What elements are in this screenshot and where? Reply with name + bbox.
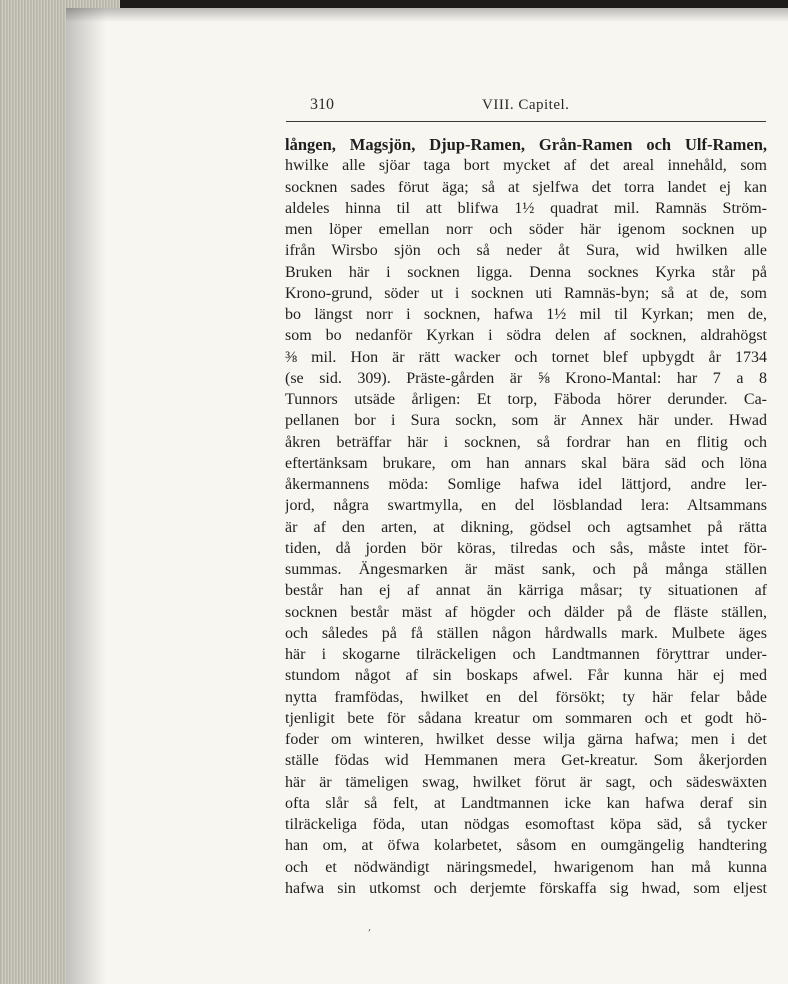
text-line: här i skogarne tilräckeligen och Landtmannen föryttrar under-	[285, 646, 767, 663]
text-line: är af den arten, at dikning, gödsel och agtsamhet på rätta	[285, 518, 767, 536]
text-line: men löper emellan norr och söder här igenom socknen up	[285, 221, 767, 238]
text-line: hafwa sin utkomst och derjemte förskaffa sig hwad, som eljest	[285, 879, 767, 897]
text-line: han om, at öfwa kolarbetet, såsom en oumgängelig handtering	[285, 837, 767, 855]
text-line: åkren beträffar här i socknen, så fordrar han en flitig och	[285, 433, 767, 451]
chapter-title: VIII. Capitel.	[482, 97, 570, 113]
text-line: ⅜ mil. Hon är rätt wacker och tornet blef upbygdt år 1734	[285, 348, 767, 366]
text-line: pellanen bor i Sura sockn, som är Annex här under. Hwad	[285, 412, 767, 430]
body-text	[285, 134, 767, 899]
text-line: ifrån Wirsbo sjön och så neder åt Sura, wid hwilken alle	[285, 242, 767, 260]
text-line: tiden, då jorden bör köras, tilredas och sås, måste intet för-	[285, 539, 767, 557]
text-line: och således på få ställen någon hårdwalls mark. Mulbete äges	[285, 624, 767, 642]
text-line: Bruken här i socknen ligga. Denna socknes Kyrka står på	[285, 263, 767, 281]
text-line: socknen sades förut äga; så at sjelfwa det torra landet ej kan	[285, 178, 767, 196]
text-line: tjenligit bete för sådana kreatur om sommaren och et godt hö-	[285, 709, 767, 727]
text-line: åkermannens möda: Somlige hafwa idel lättjord, andre ler-	[285, 476, 767, 493]
stray-mark: ,	[368, 922, 372, 933]
text-line: lången, Magsjön, Djup-Ramen, Grån-Ramen och Ulf-Ramen,	[285, 135, 767, 154]
text-line: summas. Ängesmarken är mäst sank, och på många ställen	[285, 561, 767, 578]
header-rule	[286, 121, 766, 122]
text-line: tilräckeliga föda, utan nödgas esomoftast köpa säd, så tycker	[285, 816, 767, 833]
text-line: nytta framfödas, hwilket en del försökt; ty här felar både	[285, 688, 767, 706]
running-header	[286, 96, 766, 116]
text-line: foder om winteren, hwilket desse wilja gärna hafwa; men i det	[285, 731, 767, 748]
page-number: 310	[310, 96, 334, 113]
text-line: bo längst norr i socknen, hafwa 1½ mil til Kyrkan; men de,	[285, 306, 767, 323]
text-line: jord, några swartmylla, en del lösblandad lera: Altsammans	[285, 497, 767, 515]
text-line: hwilke alle sjöar taga bort mycket af det areal innehåld, som	[285, 157, 767, 175]
text-line: här är tämeligen swag, hwilket förut är sagt, och sädeswäxten	[285, 773, 767, 791]
text-line: består han ej af annat än kärriga måsar; ty situationen af	[285, 582, 767, 600]
text-line: ställe födas wid Hemmanen mera Get-kreatur. Som åkerjorden	[285, 752, 767, 770]
text-line: (se sid. 309). Präste-gården är ⅝ Krono-Mantal: har 7 a 8	[285, 369, 767, 387]
gutter-shadow	[66, 8, 106, 984]
text-line: Tunnors utsäde årligen: Et torp, Fäboda hörer derunder. Ca-	[285, 391, 767, 408]
text-line: eftertänksam brukare, om han annars skal bära säd och löna	[285, 454, 767, 472]
page-top-shadow	[66, 8, 788, 22]
text-line: stundom något af sin boskaps afwel. Får kunna här ej med	[285, 667, 767, 685]
text-line: Krono-grund, söder ut i socknen uti Ramnäs-byn; så at de, som	[285, 284, 767, 302]
text-line: aldeles hinna til att blifwa 1½ quadrat mil. Ramnäs Ström-	[285, 199, 767, 217]
text-line: socknen består mäst af högder och dälder på de fläste ställen,	[285, 603, 767, 621]
text-line: som bo nedanför Kyrkan i södra delen af socknen, aldrahögst	[285, 327, 767, 345]
text-line: ofta slår så felt, at Landtmannen icke kan hafwa deraf sin	[285, 794, 767, 812]
text-line: och et nödwändigt näringsmedel, hwarigenom han må kunna	[285, 858, 767, 876]
